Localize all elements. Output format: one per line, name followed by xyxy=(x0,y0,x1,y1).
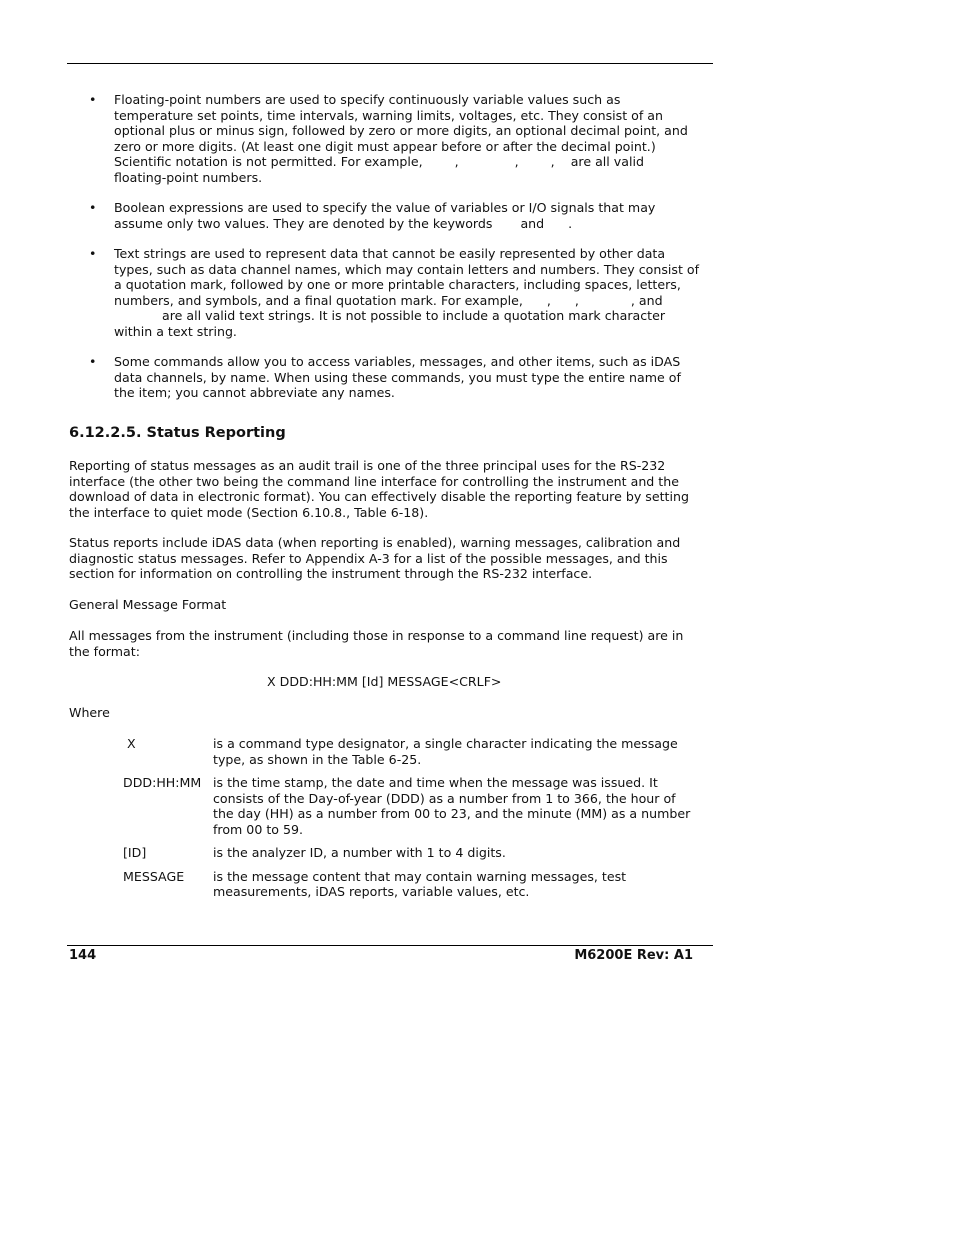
text-line: is the analyzer ID, a number with 1 to 4 digits. xyxy=(213,845,506,860)
bullet-icon: • xyxy=(89,246,97,261)
text-line: section for information on controlling the instrument through the RS-232 interface. xyxy=(69,566,593,581)
where-label: Where xyxy=(69,705,110,720)
definition-description xyxy=(213,736,723,767)
text-line: the day (HH) as a number from 00 to 23, and the minute (MM) as a number xyxy=(213,806,691,821)
text-line: the interface to quiet mode (Section 6.10.8., Table 6-18). xyxy=(69,504,429,520)
definition-x xyxy=(123,736,723,767)
text-line: numbers, and symbols, and a final quotation mark. For example, , , , and xyxy=(114,292,663,308)
definition-timestamp xyxy=(123,775,723,837)
list-item-boolean xyxy=(69,200,713,231)
text-line: is the message content that may contain warning messages, test xyxy=(213,868,627,884)
definition-message xyxy=(123,869,723,900)
text-line: data channels, by name. When using these commands, you must type the entire name of xyxy=(114,369,681,385)
text-line: the format: xyxy=(69,643,140,659)
text-line: Reporting of status messages as an audit trail is one of the three principal uses for the RS-232 xyxy=(69,458,666,473)
text-line: floating-point numbers. xyxy=(114,169,263,185)
definition-description xyxy=(213,775,723,837)
text-line: is the time stamp, the date and time when the message was issued. It xyxy=(213,775,658,790)
document-revision: M6200E Rev: A1 xyxy=(574,948,693,963)
section-heading: 6.12.2.5. Status Reporting xyxy=(69,425,286,441)
text-line: within a text string. xyxy=(114,323,237,339)
text-line: Boolean expressions are used to specify the value of variables or I/O signals that may xyxy=(114,200,656,215)
data-types-list xyxy=(69,92,713,416)
definitions-list xyxy=(123,736,723,900)
list-item-floating-point xyxy=(69,92,713,185)
text-line: assume only two values. They are denoted by the keywords and . xyxy=(114,215,573,231)
text-line: interface (the other two being the command line interface for controlling the instrument and the xyxy=(69,473,679,489)
text-line: consists of the Day-of-year (DDD) as a number from 1 to 366, the hour of xyxy=(213,790,676,806)
definition-id xyxy=(123,845,723,861)
text-line: measurements, iDAS reports, variable values, etc. xyxy=(213,884,530,899)
definition-description xyxy=(213,845,723,861)
definition-term: DDD:HH:MM xyxy=(123,775,202,790)
text-line: All messages from the instrument (including those in response to a command line request) are in xyxy=(69,628,684,643)
text-line: optional plus or minus sign, followed by zero or more digits, an optional decimal point, and xyxy=(114,123,688,138)
text-line: types, such as data channel names, which may contain letters and numbers. They consist of xyxy=(114,261,700,277)
text-line: Status reports include iDAS data (when reporting is enabled), warning messages, calibration and xyxy=(69,535,681,550)
subheading-message-format: General Message Format xyxy=(69,597,227,612)
header-rule xyxy=(67,63,713,64)
list-item-named-access xyxy=(69,354,713,401)
text-line: are all valid text strings. It is not possible to include a quotation mark character xyxy=(114,308,666,323)
text-line: zero or more digits. (At least one digit must appear before or after the decimal point.) xyxy=(114,138,656,154)
text-line: Text strings are used to represent data that cannot be easily represented by other data xyxy=(114,246,666,261)
text-line: diagnostic status messages. Refer to Appendix A-3 for a list of the possible messages, and this xyxy=(69,550,668,566)
paragraph-status-reporting xyxy=(69,458,709,520)
text-line: a quotation mark, followed by one or more printable characters, including spaces, letters, xyxy=(114,277,681,292)
text-line: from 00 to 59. xyxy=(213,821,304,837)
text-line: is a command type designator, a single character indicating the message xyxy=(213,736,678,751)
definition-description xyxy=(213,869,723,900)
text-line: Floating-point numbers are used to specify continuously variable values such as xyxy=(114,92,621,107)
text-line: type, as shown in the Table 6-25. xyxy=(213,751,422,767)
text-line: download of data in electronic format). You can effectively disable the reporting feature by setting xyxy=(69,489,689,504)
definition-term: [ID] xyxy=(123,845,147,860)
message-format-line: X DDD:HH:MM [Id] MESSAGE<CRLF> xyxy=(267,674,502,689)
definition-term: X xyxy=(123,736,136,751)
list-item-text-strings xyxy=(69,246,713,339)
footer-rule xyxy=(67,945,713,946)
bullet-icon: • xyxy=(89,354,97,369)
paragraph-format-intro xyxy=(69,628,709,659)
paragraph-status-reports xyxy=(69,535,709,582)
page-number: 144 xyxy=(69,948,97,963)
text-line: Scientific notation is not permitted. For example, , , , are all valid xyxy=(114,154,644,169)
text-line: temperature set points, time intervals, warning limits, voltages, etc. They consist of an xyxy=(114,107,663,123)
definition-term: MESSAGE xyxy=(123,868,185,884)
text-line: Some commands allow you to access variables, messages, and other items, such as iDAS xyxy=(114,354,681,369)
bullet-icon: • xyxy=(89,200,97,215)
text-line: the item; you cannot abbreviate any names. xyxy=(114,385,395,400)
bullet-icon: • xyxy=(89,92,97,107)
